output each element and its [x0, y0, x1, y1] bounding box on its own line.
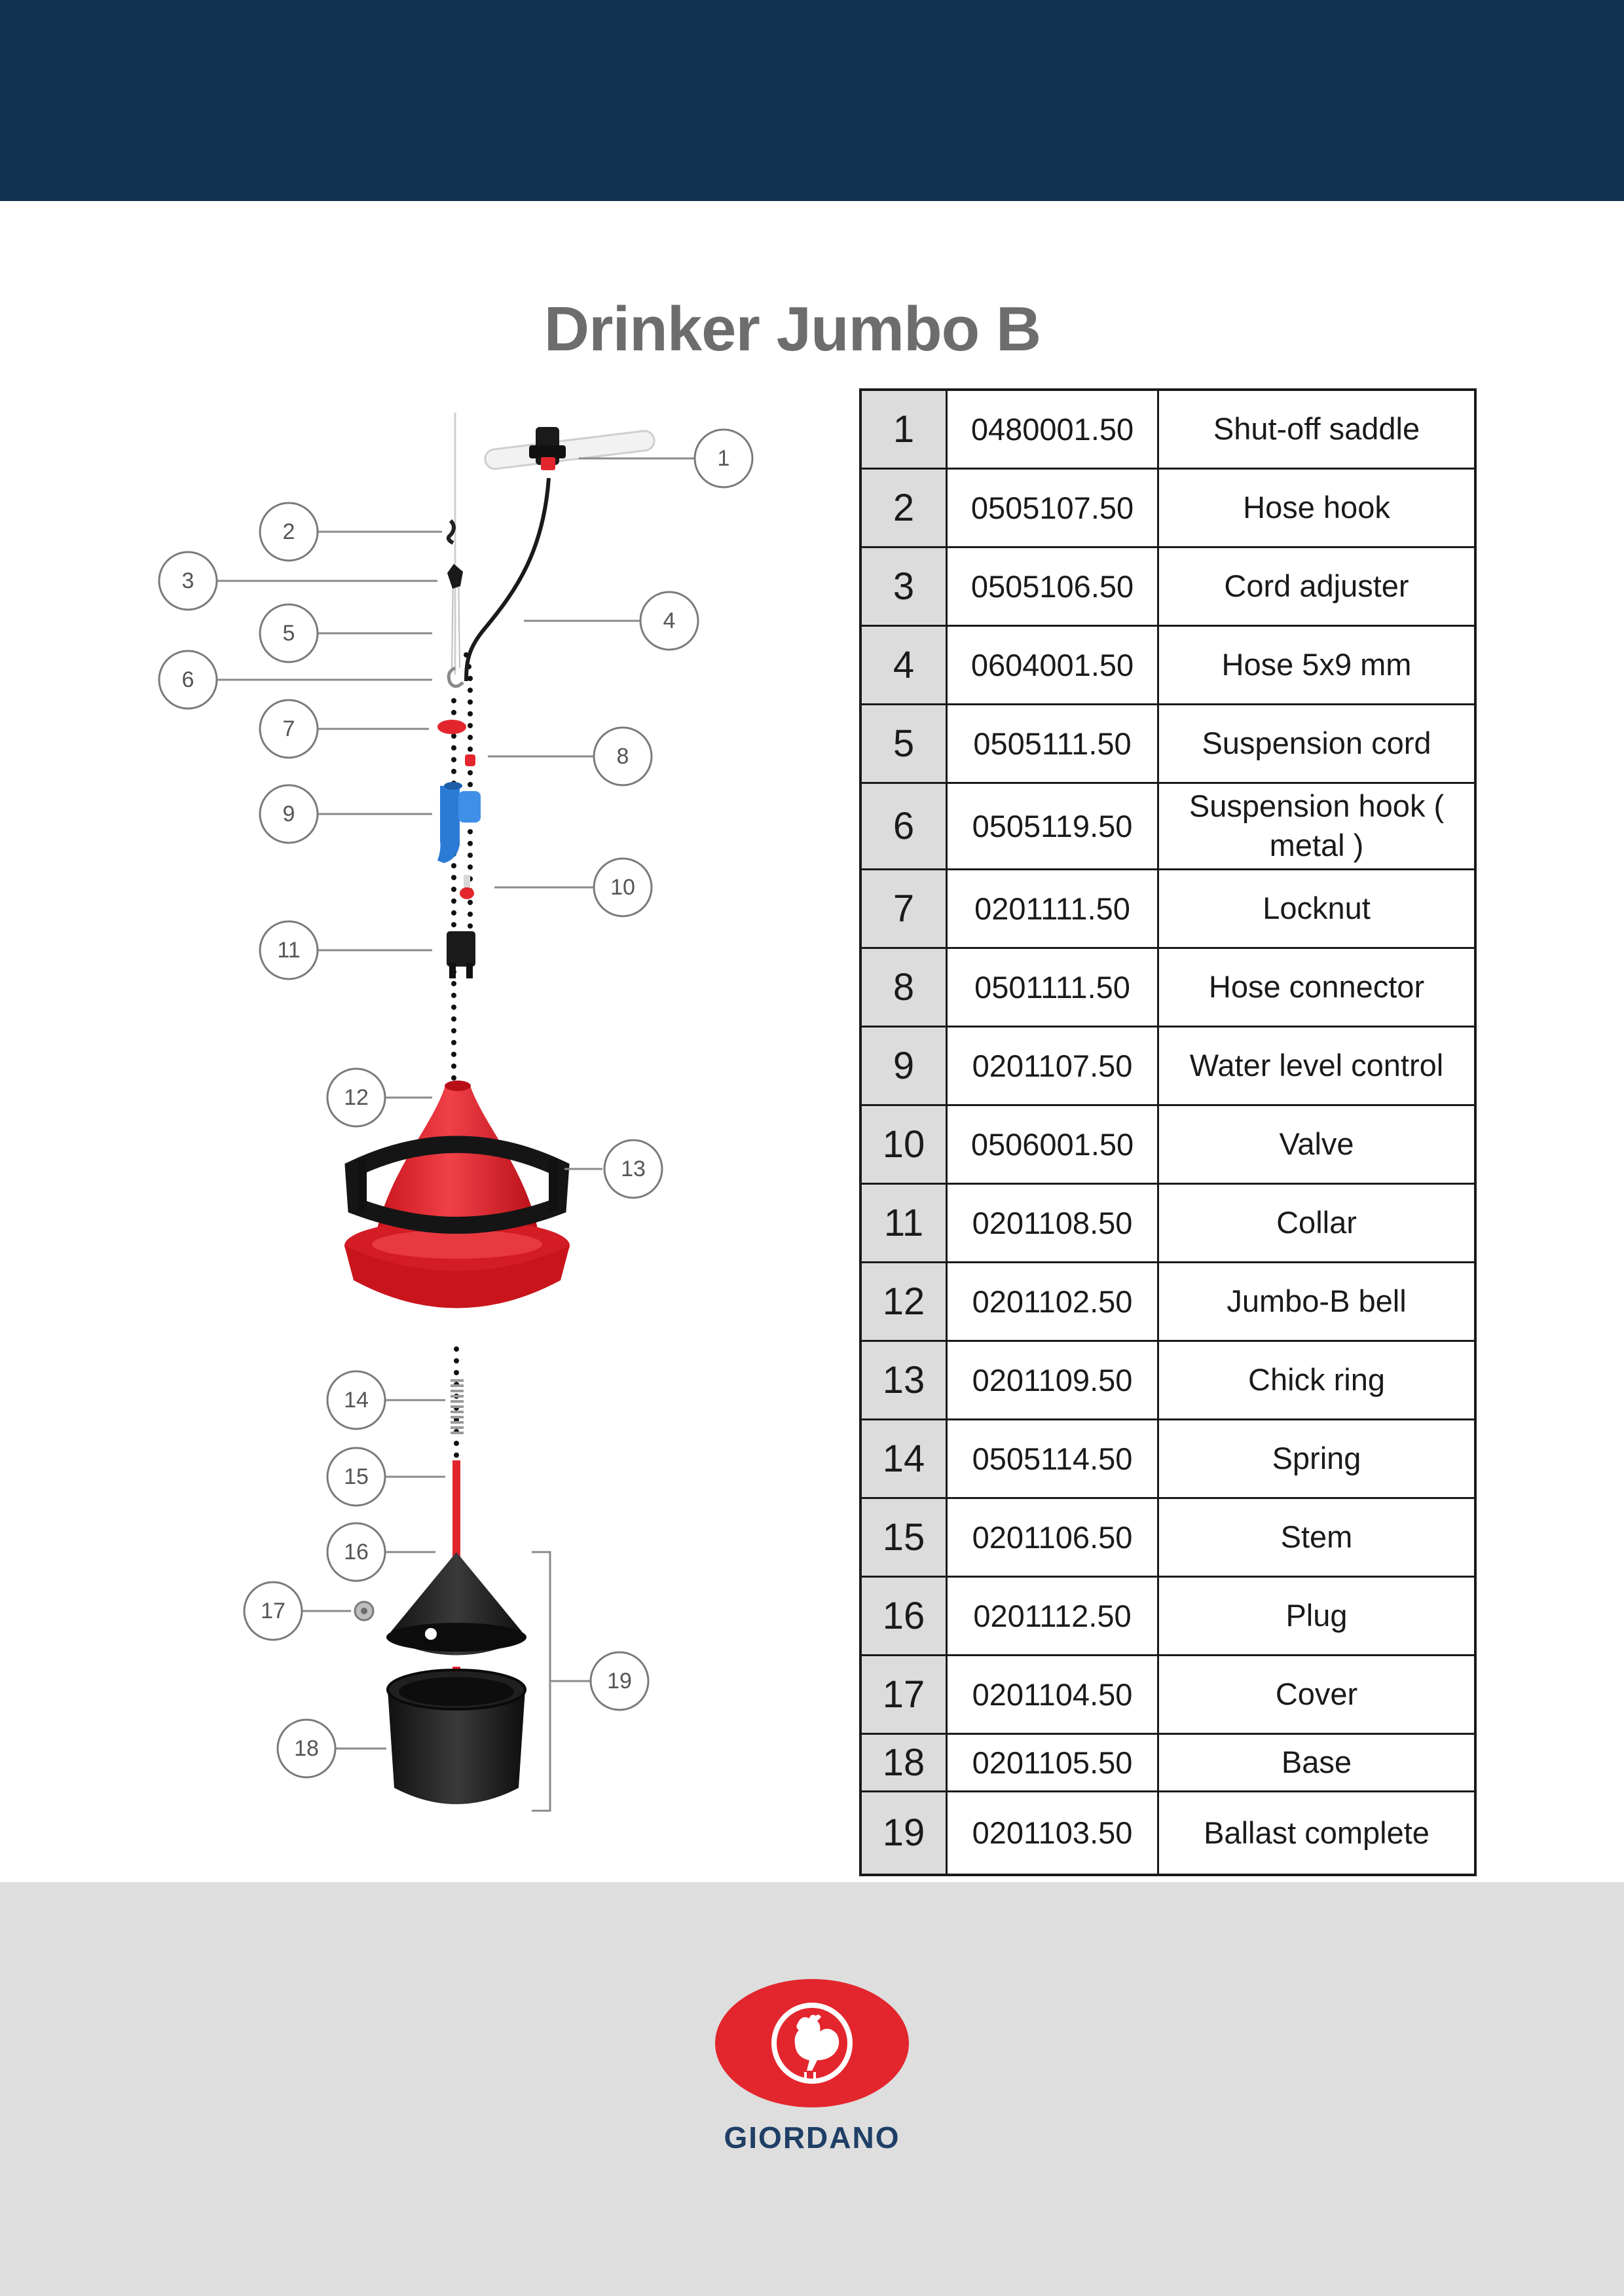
exploded-diagram — [0, 380, 851, 1860]
part-code: 0201112.50 — [947, 1576, 1158, 1655]
cord-adjuster-graphic — [447, 564, 463, 589]
hose-graphic — [466, 478, 549, 681]
callout-11: 11 — [277, 938, 301, 963]
part-code: 0201103.50 — [947, 1791, 1158, 1875]
part-description: Stem — [1158, 1498, 1476, 1576]
part-code: 0201102.50 — [947, 1262, 1158, 1341]
callout-4: 4 — [663, 608, 676, 633]
hose-connector-graphic — [465, 754, 475, 766]
table-row — [860, 1026, 1475, 1105]
callout-1: 1 — [717, 446, 730, 471]
table-row — [860, 468, 1475, 547]
callout-2: 2 — [282, 519, 295, 544]
part-description: Hose connector — [1158, 948, 1476, 1026]
part-description: Plug — [1158, 1576, 1476, 1655]
table-row — [860, 1105, 1475, 1183]
part-number: 12 — [860, 1262, 947, 1341]
collar-graphic — [447, 931, 475, 978]
part-number: 2 — [860, 468, 947, 547]
part-code: 0604001.50 — [947, 625, 1158, 704]
table-row — [860, 948, 1475, 1026]
table-row — [860, 1262, 1475, 1341]
callout-16: 16 — [344, 1540, 369, 1565]
part-number: 16 — [860, 1576, 947, 1655]
giordano-logo — [714, 1958, 910, 2161]
part-number: 7 — [860, 869, 947, 948]
part-code: 0505119.50 — [947, 783, 1158, 869]
part-number: 6 — [860, 783, 947, 869]
table-row — [860, 1655, 1475, 1733]
part-code: 0505111.50 — [947, 704, 1158, 783]
part-description: Cord adjuster — [1158, 547, 1476, 625]
part-code: 0201106.50 — [947, 1498, 1158, 1576]
part-code: 0480001.50 — [947, 390, 1158, 468]
part-number: 1 — [860, 390, 947, 468]
locknut-graphic — [437, 720, 466, 734]
table-row — [860, 1419, 1475, 1498]
table-row — [860, 625, 1475, 704]
part-code: 0505114.50 — [947, 1419, 1158, 1498]
part-code: 0201108.50 — [947, 1183, 1158, 1262]
part-code: 0201105.50 — [947, 1733, 1158, 1791]
part-number: 18 — [860, 1733, 947, 1791]
base-graphic — [388, 1670, 525, 1804]
callout-18: 18 — [294, 1736, 319, 1761]
table-row — [860, 869, 1475, 948]
part-number: 9 — [860, 1026, 947, 1105]
cover-graphic — [355, 1602, 373, 1620]
callout-5: 5 — [282, 621, 295, 646]
part-number: 19 — [860, 1791, 947, 1875]
table-row — [860, 390, 1475, 468]
brand-name: GIORDANO — [724, 2120, 900, 2155]
part-description: Suspension hook ( metal ) — [1158, 783, 1476, 869]
header-band — [0, 0, 1624, 201]
part-number: 5 — [860, 704, 947, 783]
part-number: 17 — [860, 1655, 947, 1733]
callout-8: 8 — [616, 744, 629, 769]
part-description: Ballast complete — [1158, 1791, 1476, 1875]
part-number: 8 — [860, 948, 947, 1026]
table-row — [860, 1733, 1475, 1791]
callout-13: 13 — [621, 1157, 646, 1181]
part-code: 0505107.50 — [947, 468, 1158, 547]
callout-19: 19 — [607, 1669, 632, 1694]
callout-14: 14 — [344, 1388, 369, 1413]
part-description: Chick ring — [1158, 1341, 1476, 1419]
part-description: Collar — [1158, 1183, 1476, 1262]
table-row — [860, 547, 1475, 625]
part-description: Shut-off saddle — [1158, 390, 1476, 468]
part-number: 13 — [860, 1341, 947, 1419]
part-description: Base — [1158, 1733, 1476, 1791]
part-description: Jumbo-B bell — [1158, 1262, 1476, 1341]
callout-12: 12 — [344, 1085, 369, 1110]
part-code: 0201111.50 — [947, 869, 1158, 948]
part-number: 3 — [860, 547, 947, 625]
table-row — [860, 1576, 1475, 1655]
part-description: Hose 5x9 mm — [1158, 625, 1476, 704]
table-row — [860, 1341, 1475, 1419]
water-level-control-graphic — [437, 782, 481, 863]
part-description: Suspension cord — [1158, 704, 1476, 783]
part-number: 4 — [860, 625, 947, 704]
parts-table — [859, 388, 1477, 1876]
plug-graphic — [386, 1552, 526, 1656]
hose-hook-graphic — [449, 521, 454, 543]
callout-15: 15 — [344, 1464, 369, 1489]
part-description: Valve — [1158, 1105, 1476, 1183]
page-title: Drinker Jumbo B — [544, 294, 1041, 364]
ballast-bracket — [532, 1552, 550, 1811]
callout-10: 10 — [610, 875, 635, 900]
part-description: Cover — [1158, 1655, 1476, 1733]
table-row — [860, 1498, 1475, 1576]
callout-7: 7 — [282, 716, 295, 741]
part-description: Water level control — [1158, 1026, 1476, 1105]
part-code: 0201107.50 — [947, 1026, 1158, 1105]
callout-17: 17 — [261, 1599, 286, 1623]
callout-3: 3 — [181, 568, 194, 593]
table-row — [860, 704, 1475, 783]
table-row — [860, 783, 1475, 869]
part-code: 0505106.50 — [947, 547, 1158, 625]
part-code: 0201109.50 — [947, 1341, 1158, 1419]
part-code: 0506001.50 — [947, 1105, 1158, 1183]
part-description: Spring — [1158, 1419, 1476, 1498]
part-number: 11 — [860, 1183, 947, 1262]
part-code: 0201104.50 — [947, 1655, 1158, 1733]
part-number: 14 — [860, 1419, 947, 1498]
spring-graphic — [451, 1380, 464, 1433]
callout-9: 9 — [282, 802, 295, 826]
part-description: Hose hook — [1158, 468, 1476, 547]
shut-off-saddle-graphic — [484, 427, 655, 470]
part-number: 10 — [860, 1105, 947, 1183]
callout-6: 6 — [181, 667, 194, 692]
part-number: 15 — [860, 1498, 947, 1576]
part-code: 0501111.50 — [947, 948, 1158, 1026]
table-row — [860, 1183, 1475, 1262]
part-description: Locknut — [1158, 869, 1476, 948]
table-row — [860, 1791, 1475, 1875]
